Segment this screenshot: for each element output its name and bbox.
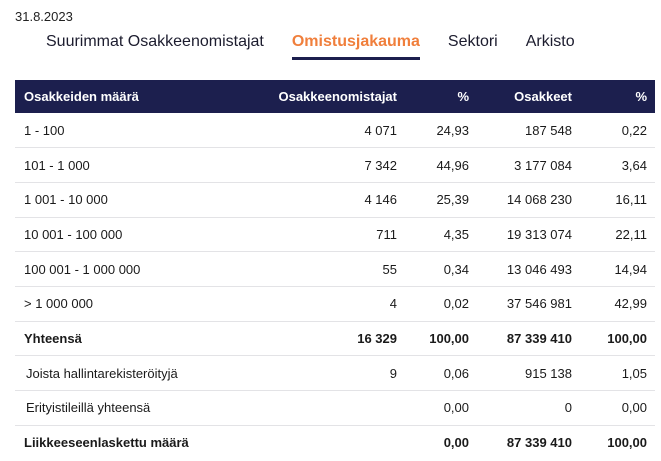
range-cell: 100 001 - 1 000 000 (24, 261, 141, 277)
table-row (15, 391, 655, 426)
shareholders-cell: 16 329 (357, 330, 397, 346)
shares-percent-cell: 3,64 (621, 157, 647, 173)
shares-cell: 187 548 (525, 122, 572, 138)
range-cell: Erityistileillä yhteensä (26, 400, 151, 416)
shares-cell: 915 138 (525, 365, 572, 381)
header-shareholders-percent: % (457, 89, 469, 104)
shareholders-cell (260, 425, 405, 460)
shareholders-percent-cell: 0,06 (443, 365, 469, 381)
header-shareholders: Osakkeenomistajat (278, 89, 397, 104)
shares-cell: 13 046 493 (506, 261, 572, 277)
header-shares-percent: % (635, 89, 647, 104)
table-header-row (15, 80, 655, 113)
shares-percent-cell: 0,22 (621, 122, 647, 138)
table-row (15, 217, 655, 252)
shareholders-cell: 7 342 (364, 157, 397, 173)
table-row (15, 425, 655, 460)
range-cell: 1 001 - 10 000 (24, 192, 108, 208)
shares-percent-cell: 100,00 (607, 330, 647, 346)
shares-percent-cell: 100,00 (607, 435, 647, 451)
shareholders-cell: 55 (382, 261, 397, 277)
shareholders-percent-cell: 4,35 (443, 226, 469, 242)
tab-omistusjakauma[interactable]: Omistusjakauma (292, 33, 420, 60)
shares-cell: 3 177 084 (514, 157, 572, 173)
table-row (15, 182, 655, 217)
shares-percent-cell: 42,99 (614, 296, 647, 312)
shares-cell: 37 546 981 (506, 296, 572, 312)
shares-percent-cell: 22,11 (615, 226, 647, 242)
shareholders-percent-cell: 24,93 (436, 122, 469, 138)
range-cell: 101 - 1 000 (24, 157, 90, 173)
shareholders-cell: 4 (389, 296, 397, 312)
shares-percent-cell: 14,94 (614, 261, 647, 277)
shareholders-percent-cell: 25,39 (436, 192, 469, 208)
shareholders-percent-cell: 100,00 (429, 330, 469, 346)
table-body (15, 113, 655, 460)
header-shares: Osakkeet (514, 89, 572, 104)
shareholders-cell: 711 (376, 226, 397, 242)
shares-percent-cell: 0,00 (621, 400, 647, 416)
shares-cell: 14 068 230 (506, 192, 572, 208)
tab-arkisto[interactable]: Arkisto (525, 33, 575, 50)
range-cell: Joista hallintarekisteröityjä (26, 365, 178, 381)
range-cell: > 1 000 000 (24, 296, 94, 312)
shares-cell: 87 339 410 (506, 435, 572, 451)
shares-percent-cell: 1,05 (621, 365, 647, 381)
table-row (15, 148, 655, 183)
shares-percent-cell: 16,11 (615, 192, 647, 208)
shareholders-cell: 4 146 (364, 192, 397, 208)
tab-suurimmat-osakkeenomistajat[interactable]: Suurimmat Osakkeenomistajat (46, 33, 264, 50)
table-row (15, 356, 655, 391)
table-row (15, 321, 655, 356)
range-cell: 1 - 100 (24, 122, 65, 138)
shareholders-percent-cell: 0,00 (443, 435, 469, 451)
shareholders-cell: 4 071 (364, 122, 397, 138)
tab-bar (46, 33, 603, 60)
shareholders-cell (260, 391, 405, 426)
range-cell: Yhteensä (24, 330, 82, 346)
tab-sektori[interactable]: Sektori (447, 33, 498, 50)
shareholders-percent-cell: 0,34 (443, 261, 469, 277)
header-share-count-range: Osakkeiden määrä (24, 89, 139, 104)
shareholders-percent-cell: 44,96 (436, 157, 469, 173)
shareholders-percent-cell: 0,00 (443, 400, 469, 416)
ownership-distribution-table (15, 80, 655, 460)
shareholders-cell: 9 (389, 365, 397, 381)
range-cell: Liikkeeseenlaskettu määrä (24, 435, 189, 451)
table-row (15, 113, 655, 148)
shares-cell: 87 339 410 (506, 330, 572, 346)
table-row (15, 252, 655, 287)
shares-cell: 0 (564, 400, 572, 416)
report-date: 31.8.2023 (15, 9, 73, 24)
table-row (15, 286, 655, 321)
range-cell: 10 001 - 100 000 (24, 226, 123, 242)
shareholders-percent-cell: 0,02 (443, 296, 469, 312)
shares-cell: 19 313 074 (506, 226, 572, 242)
